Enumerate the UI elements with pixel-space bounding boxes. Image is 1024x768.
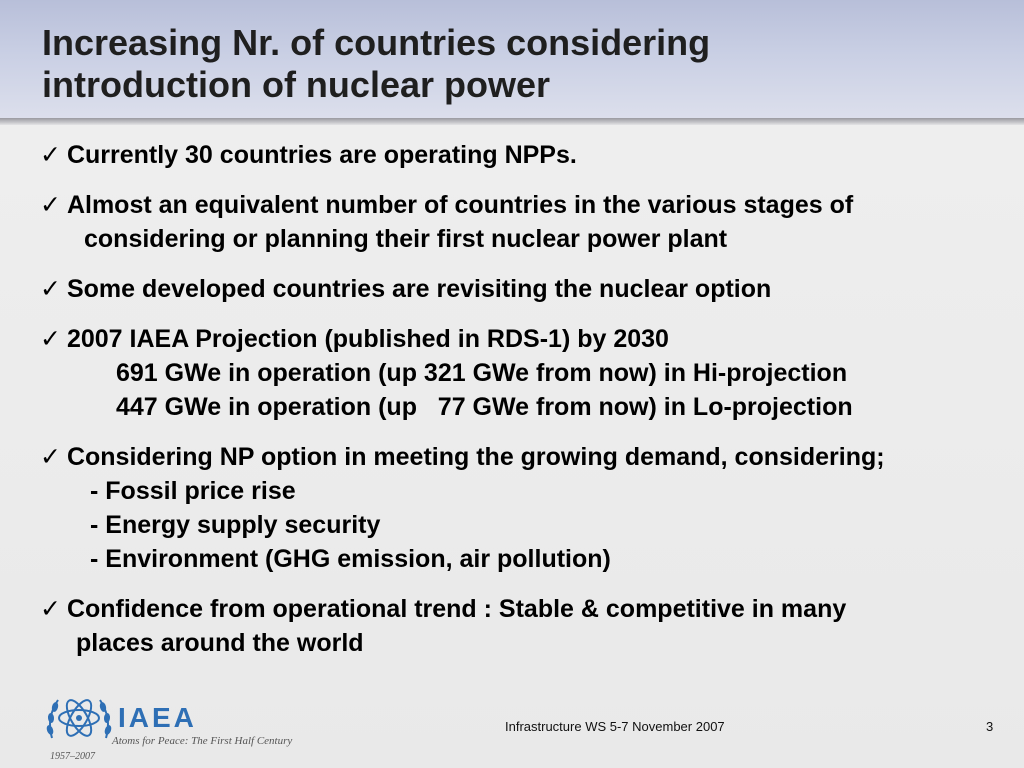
bullet-continuation: considering or planning their first nuclear power plant	[84, 225, 728, 253]
logo-tagline: Atoms for Peace: The First Half Century	[112, 735, 293, 747]
checkmark-icon: ✓	[40, 141, 61, 169]
logo-wordmark: IAEA	[118, 702, 197, 733]
bullet-item	[40, 138, 1015, 172]
projection-hi: 691 GWe in operation (up 321 GWe from now) in Hi-projection	[116, 359, 848, 387]
atom-laurel-icon	[42, 688, 116, 750]
slide-title-line-2: introduction of nuclear power	[42, 64, 551, 105]
slide-title	[42, 22, 1002, 106]
sub-item: - Fossil price rise	[90, 477, 296, 505]
logo-years: 1957–2007	[50, 751, 95, 762]
checkmark-icon: ✓	[40, 325, 61, 353]
footer-text: Infrastructure WS 5-7 November 2007	[505, 719, 725, 734]
checkmark-icon: ✓	[40, 595, 61, 623]
bullet-item	[40, 272, 1015, 306]
sub-item: - Energy supply security	[90, 511, 381, 539]
projection-lo: 447 GWe in operation (up 77 GWe from now) in Lo-projection	[116, 393, 853, 421]
bullet-line: ✓ Some developed countries are revisiting the nuclear option	[40, 275, 772, 303]
slide-title-line-1: Increasing Nr. of countries considering	[42, 22, 711, 63]
bullet-line: ✓ 2007 IAEA Projection (published in RDS-1) by 2030	[40, 325, 669, 353]
title-divider	[0, 118, 1024, 125]
bullet-line: ✓ Considering NP option in meeting the growing demand, considering;	[40, 443, 885, 471]
bullet-line: ✓ Almost an equivalent number of countries in the various stages of	[40, 191, 854, 219]
bullet-item	[40, 440, 1015, 576]
page-number: 3	[986, 719, 994, 734]
bullet-item	[40, 592, 1015, 660]
bullet-continuation: places around the world	[76, 629, 364, 657]
checkmark-icon: ✓	[40, 275, 61, 303]
bullet-item	[40, 188, 1015, 256]
checkmark-icon: ✓	[40, 443, 61, 471]
checkmark-icon: ✓	[40, 191, 61, 219]
bullet-line: ✓ Currently 30 countries are operating NPPs.	[40, 141, 577, 169]
iaea-logo	[40, 688, 320, 764]
sub-item: - Environment (GHG emission, air pollution)	[90, 545, 611, 573]
bullet-list	[40, 138, 1015, 676]
bullet-item	[40, 322, 1015, 424]
bullet-line: ✓ Confidence from operational trend : Stable & competitive in many	[40, 595, 847, 623]
